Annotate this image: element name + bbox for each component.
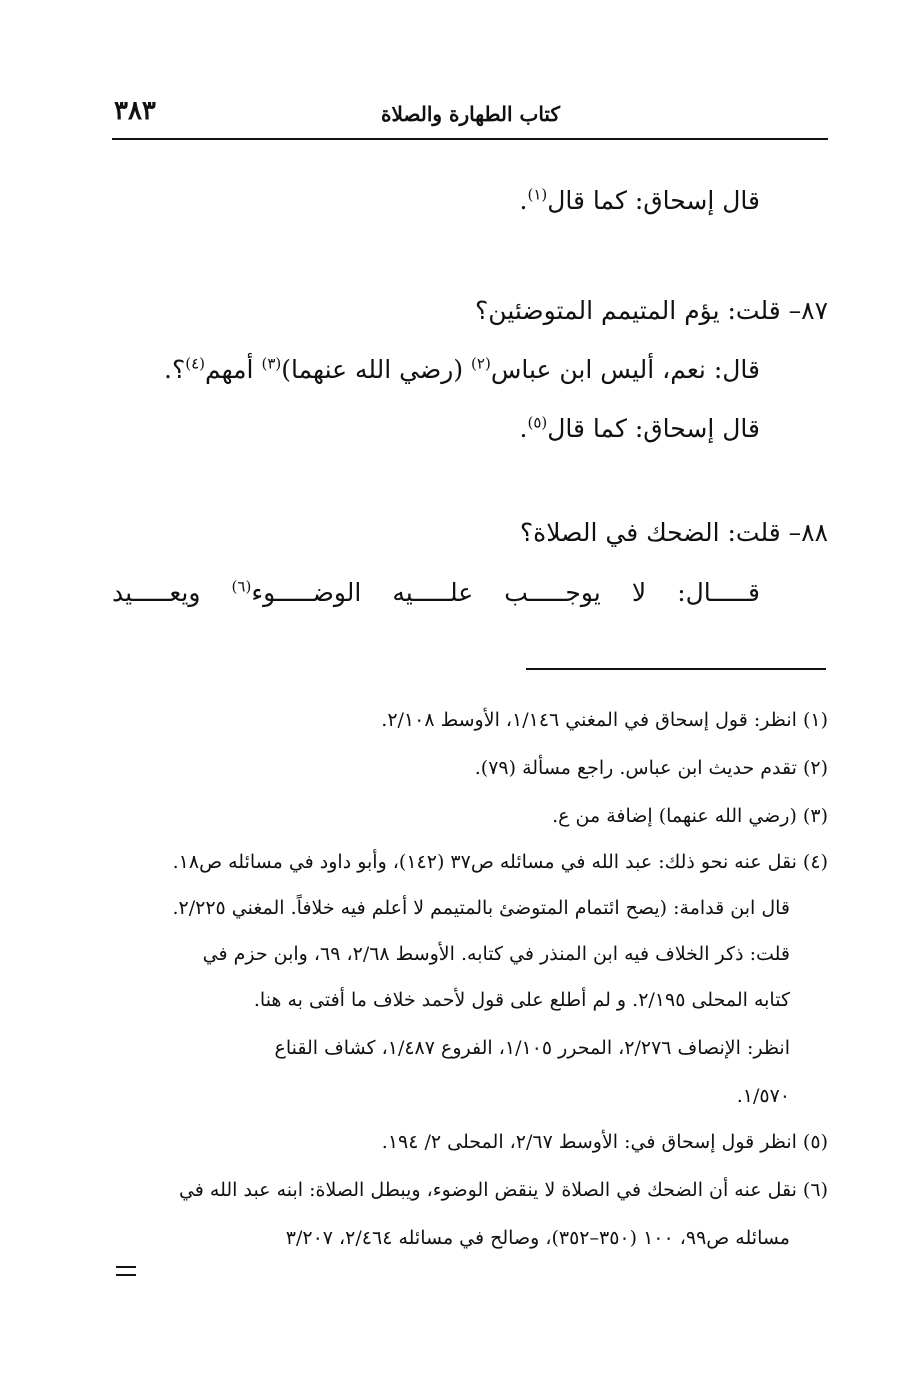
footnote-5: (٥) انظر قول إسحاق في: الأوسط ٢/٦٧، المحلى ٢/ ١٩٤. bbox=[381, 1131, 828, 1153]
ishaq-answer-87 bbox=[100, 414, 760, 444]
footnote-1: (١) انظر: قول إسحاق في المغني ١/١٤٦، الأوسط ٢/١٠٨. bbox=[381, 709, 828, 731]
answer-88-word: الوضـــــوء bbox=[251, 578, 362, 607]
answer-88-word: ويعـــــيد bbox=[112, 578, 201, 607]
question-88 bbox=[100, 518, 828, 548]
answer-88-word-with-ref bbox=[232, 578, 362, 607]
answer-88 bbox=[112, 578, 760, 607]
sentence-end: . bbox=[519, 414, 528, 443]
answer-87-part: قال: نعم، أليس ابن عباس bbox=[490, 355, 760, 384]
page-number: ٣٨٣ bbox=[114, 96, 156, 126]
answer-88-word: لا bbox=[631, 578, 647, 607]
ishaq-answer-text: قال إسحاق: كما قال bbox=[547, 186, 760, 215]
footnote-4-line: قال ابن قدامة: (يصح ائتمام المتوضئ بالمتيمم لا أعلم فيه خلافاً. المغني ٢/٢٢٥. bbox=[172, 897, 790, 919]
footnote-2: (٢) تقدم حديث ابن عباس. راجع مسألة (٧٩). bbox=[474, 757, 828, 779]
footnote-4-line: قلت: ذكر الخلاف فيه ابن المنذر في كتابه. الأوسط ٢/٦٨، ٦٩، وابن حزم في bbox=[202, 943, 790, 965]
continuation-mark bbox=[116, 1266, 136, 1276]
footnote-ref: (٥) bbox=[527, 413, 548, 432]
answer-88-word: قـــــال: bbox=[677, 578, 760, 607]
ishaq-answer-line bbox=[100, 186, 760, 216]
sentence-end: . bbox=[519, 186, 528, 215]
ishaq-answer-text: قال إسحاق: كما قال bbox=[547, 414, 760, 443]
footnote-ref: (٣) bbox=[261, 354, 282, 373]
footnote-4-line: ١/٥٧٠. bbox=[736, 1085, 790, 1107]
footnote-6-line: مسائله ص٩٩، ١٠٠ (٣٥٠–٣٥٢)، وصالح في مسائله ٢/٤٦٤، ٣/٢٠٧ bbox=[285, 1227, 790, 1249]
footnote-ref: (٦) bbox=[231, 577, 252, 596]
footnote-6: (٦) نقل عنه أن الضحك في الصلاة لا ينقض الوضوء، ويبطل الصلاة: ابنه عبد الله في bbox=[178, 1179, 828, 1201]
answer-87 bbox=[100, 355, 760, 385]
question-87 bbox=[100, 296, 828, 326]
footnote-ref: (٤) bbox=[185, 354, 205, 373]
running-title: كتاب الطهارة والصلاة bbox=[381, 102, 560, 126]
answer-88-word: يوجـــــب bbox=[504, 578, 601, 607]
footnote-ref: (٢) bbox=[471, 354, 491, 373]
footnote-4: (٤) نقل عنه نحو ذلك: عبد الله في مسائله ص٣٧ (١٤٢)، وأبو داود في مسائله ص١٨. bbox=[172, 851, 828, 873]
footnote-3: (٣) (رضي الله عنهما) إضافة من ع. bbox=[552, 805, 828, 827]
footnote-ref: (١) bbox=[527, 185, 548, 204]
sentence-end: ؟. bbox=[164, 355, 186, 384]
footnote-4-line: كتابه المحلى ٢/١٩٥. و لم أطلع على قول لأحمد خلاف ما أفتى به هنا. bbox=[253, 989, 790, 1011]
question-87-text: ٨٧– قلت: يؤم المتيمم المتوضئين؟ bbox=[475, 296, 828, 325]
page-header bbox=[112, 92, 828, 140]
question-88-text: ٨٨– قلت: الضحك في الصلاة؟ bbox=[519, 518, 828, 547]
footnote-separator bbox=[526, 668, 826, 670]
answer-88-word: علـــــيه bbox=[392, 578, 474, 607]
answer-87-part: (رضي الله عنهما) bbox=[281, 355, 472, 384]
answer-87-part: أمهم bbox=[205, 355, 262, 384]
footnote-4-line: انظر: الإنصاف ٢/٢٧٦، المحرر ١/١٠٥، الفروع ١/٤٨٧، كشاف القناع bbox=[274, 1037, 790, 1059]
